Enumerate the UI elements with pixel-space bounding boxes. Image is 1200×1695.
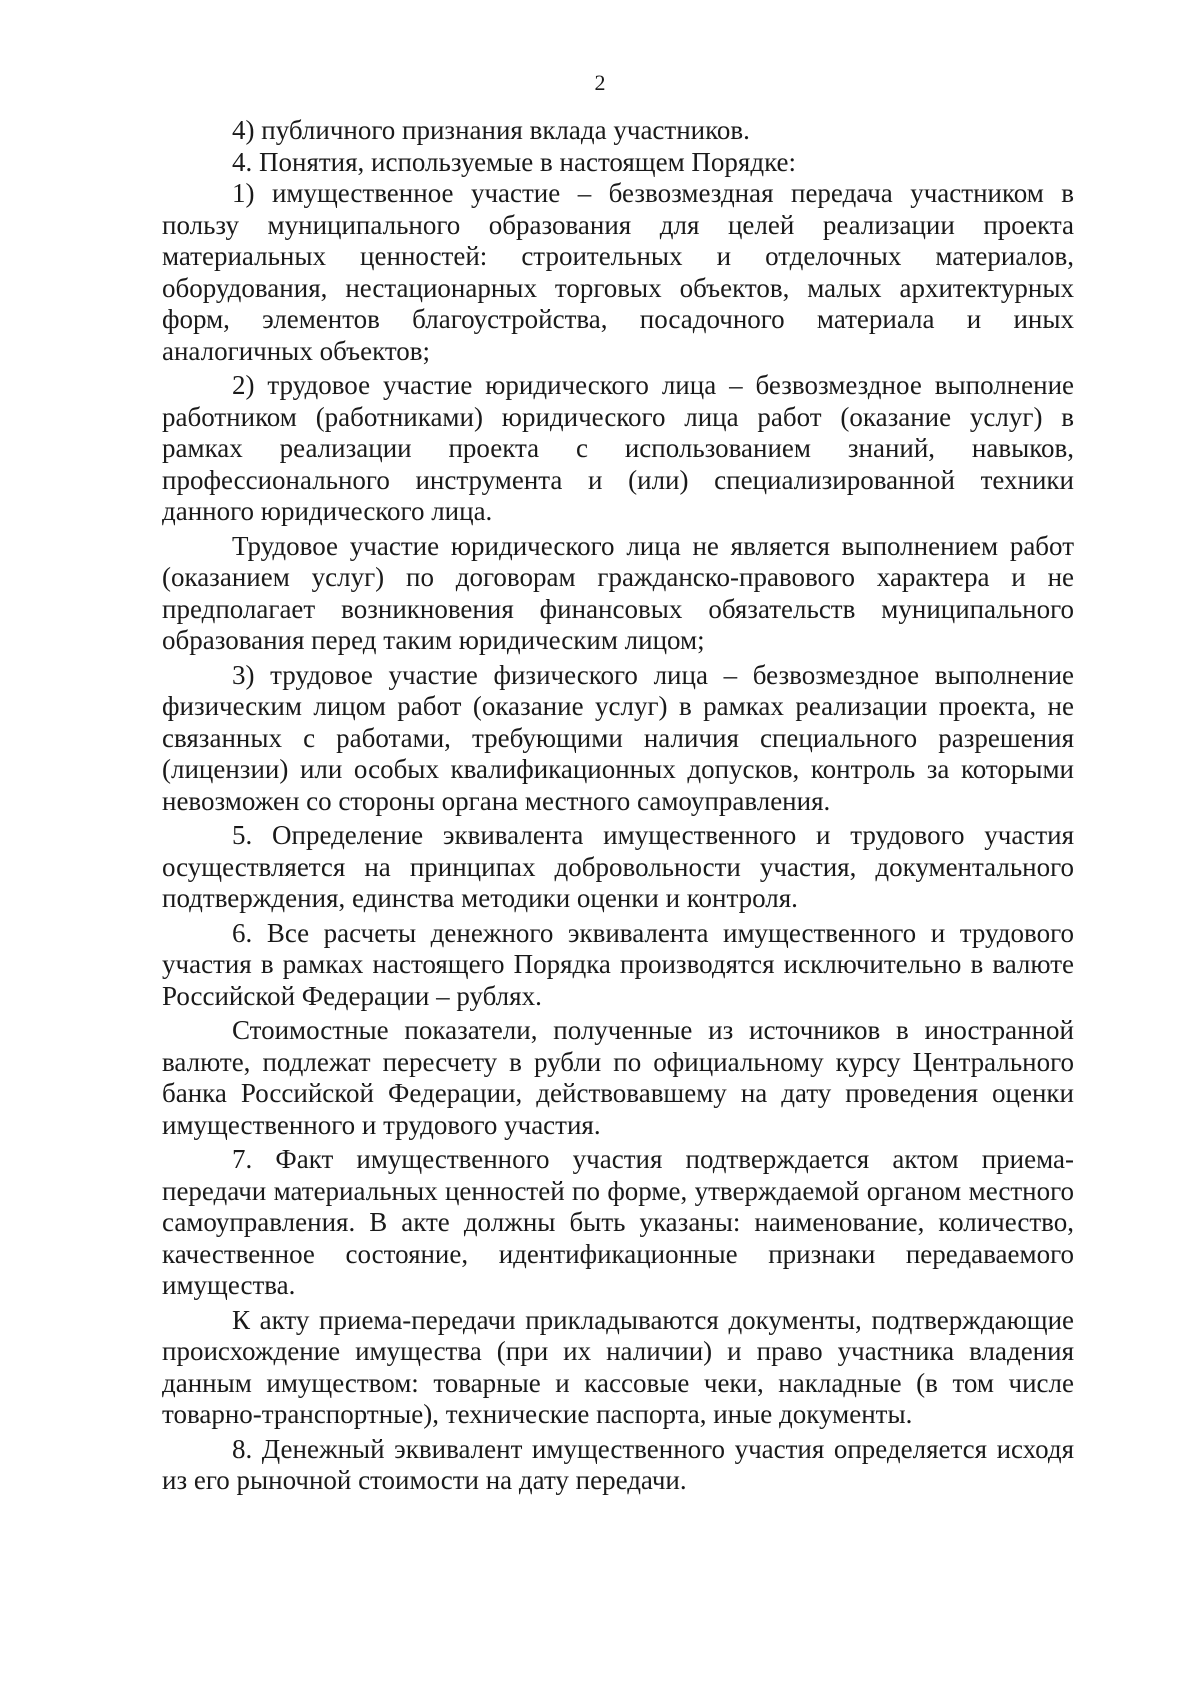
- paragraph-section-8-market-value: 8. Денежный эквивалент имущественного участия определяется исходя из его рыночной стоимости на дату передачи.: [162, 1433, 1074, 1495]
- paragraph-section-4-terms: 4. Понятия, используемые в настоящем Порядке:: [232, 146, 796, 177]
- document-body: [162, 115, 1074, 1497]
- paragraph-term-individual-labor: 3) трудовое участие физического лица – безвозмездное выполнение физическим лицом работ (оказание услуг) в рамках реализации проекта, не связанных с работами, требующими наличия специального разрешения (лицензии) или особых квалификационных допусков, контроль за которыми невозможен со стороны органа местного самоуправления.: [162, 659, 1074, 816]
- paragraph-section-7-transfer-act: 7. Факт имущественного участия подтверждается актом приема-передачи материальных ценностей по форме, утверждаемой органом местного самоуправления. В акте должны быть указаны: наименование, количество, качественное состояние, идентификационные признаки передаваемого имущества.: [162, 1144, 1074, 1300]
- paragraph-term-property-participation: 1) имущественное участие – безвозмездная передача участником в пользу муниципального образования для целей реализации проекта материальных ценностей: строительных и отделочных материалов, оборудования, нестационарных торговых объектов, малых архитектурных форм, элементов благоустройства, посадочного материала и иных аналогичных объектов;: [162, 178, 1074, 366]
- paragraph-term-legal-entity-labor: 2) трудовое участие юридического лица – безвозмездное выполнение работником (работниками) юридического лица работ (оказание услуг) в рамках реализации проекта с использованием знаний, навыков, профессионального инструмента и (или) специализированной техники данного юридического лица.: [162, 370, 1074, 526]
- paragraph-legal-entity-labor-note: Трудовое участие юридического лица не является выполнением работ (оказанием услуг) по договорам гражданско-правового характера и не предполагает возникновения финансовых обязательств муниципального образования перед таким юридическим лицом;: [162, 530, 1074, 655]
- paragraph-item-4-public-recognition: 4) публичного признания вклада участников.: [232, 115, 750, 145]
- page-number: 2: [594, 70, 606, 95]
- paragraph-transfer-act-documents: К акту приема-передачи прикладываются документы, подтверждающие происхождение имущества (при их наличии) и право участника владения данным имуществом: товарные и кассовые чеки, накладные (в том числе товарно-транспортные), технические паспорта, иные документы.: [162, 1304, 1074, 1429]
- paragraph-section-6-currency: 6. Все расчеты денежного эквивалента имущественного и трудового участия в рамках настоящего Порядка производятся исключительно в валюте Российской Федерации – рублях.: [162, 917, 1074, 1011]
- paragraph-foreign-currency-conversion: Стоимостные показатели, полученные из источников в иностранной валюте, подлежат пересчету в рубли по официальному курсу Центрального банка Российской Федерации, действовавшему на дату проведения оценки имущественного и трудового участия.: [162, 1015, 1074, 1140]
- paragraph-section-5-equivalent: 5. Определение эквивалента имущественного и трудового участия осуществляется на принципах добровольности участия, документального подтверждения, единства методики оценки и контроля.: [162, 820, 1074, 913]
